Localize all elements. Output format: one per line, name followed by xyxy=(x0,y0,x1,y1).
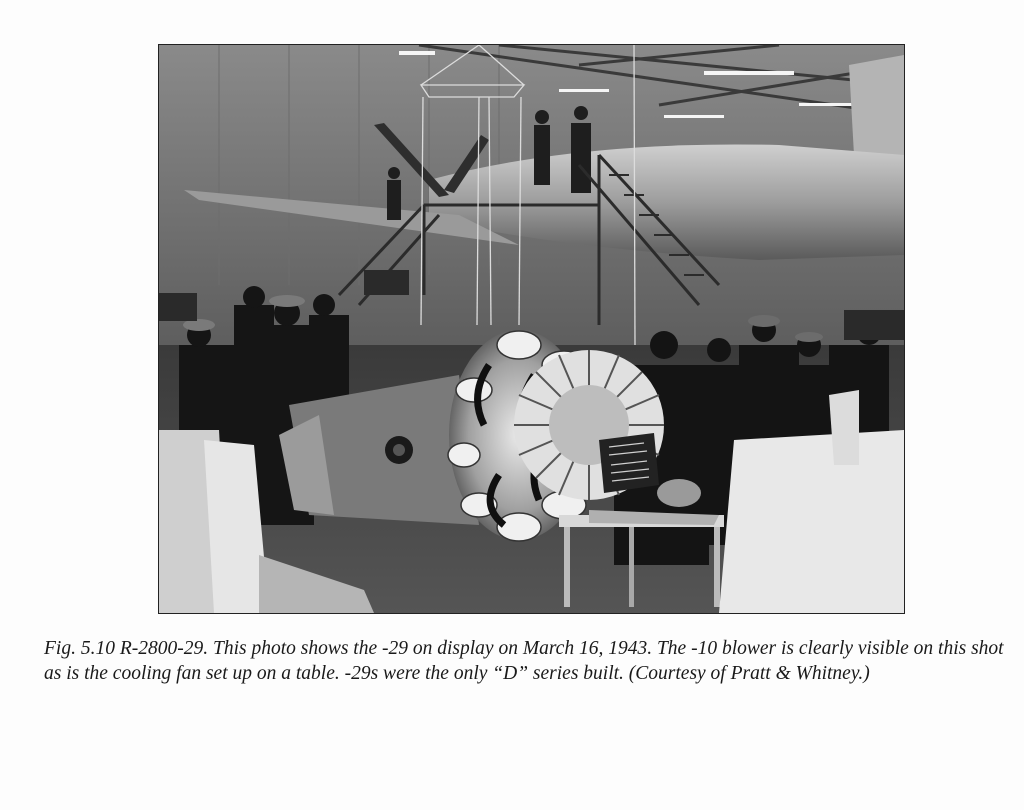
figure-caption-text: Fig. 5.10 R-2800-29. This photo shows the -29 on display on March 16, 1943. The -10 blower is clearly visible on this shot as is the cooling fan set up on a table. -29s were the only “D” series built. (Courtesy of Pratt & Whitney.) xyxy=(44,638,1004,684)
placard-sign xyxy=(599,433,659,493)
figure-caption xyxy=(44,636,1004,686)
photo-illustration xyxy=(159,45,904,613)
archival-photo xyxy=(158,44,905,614)
